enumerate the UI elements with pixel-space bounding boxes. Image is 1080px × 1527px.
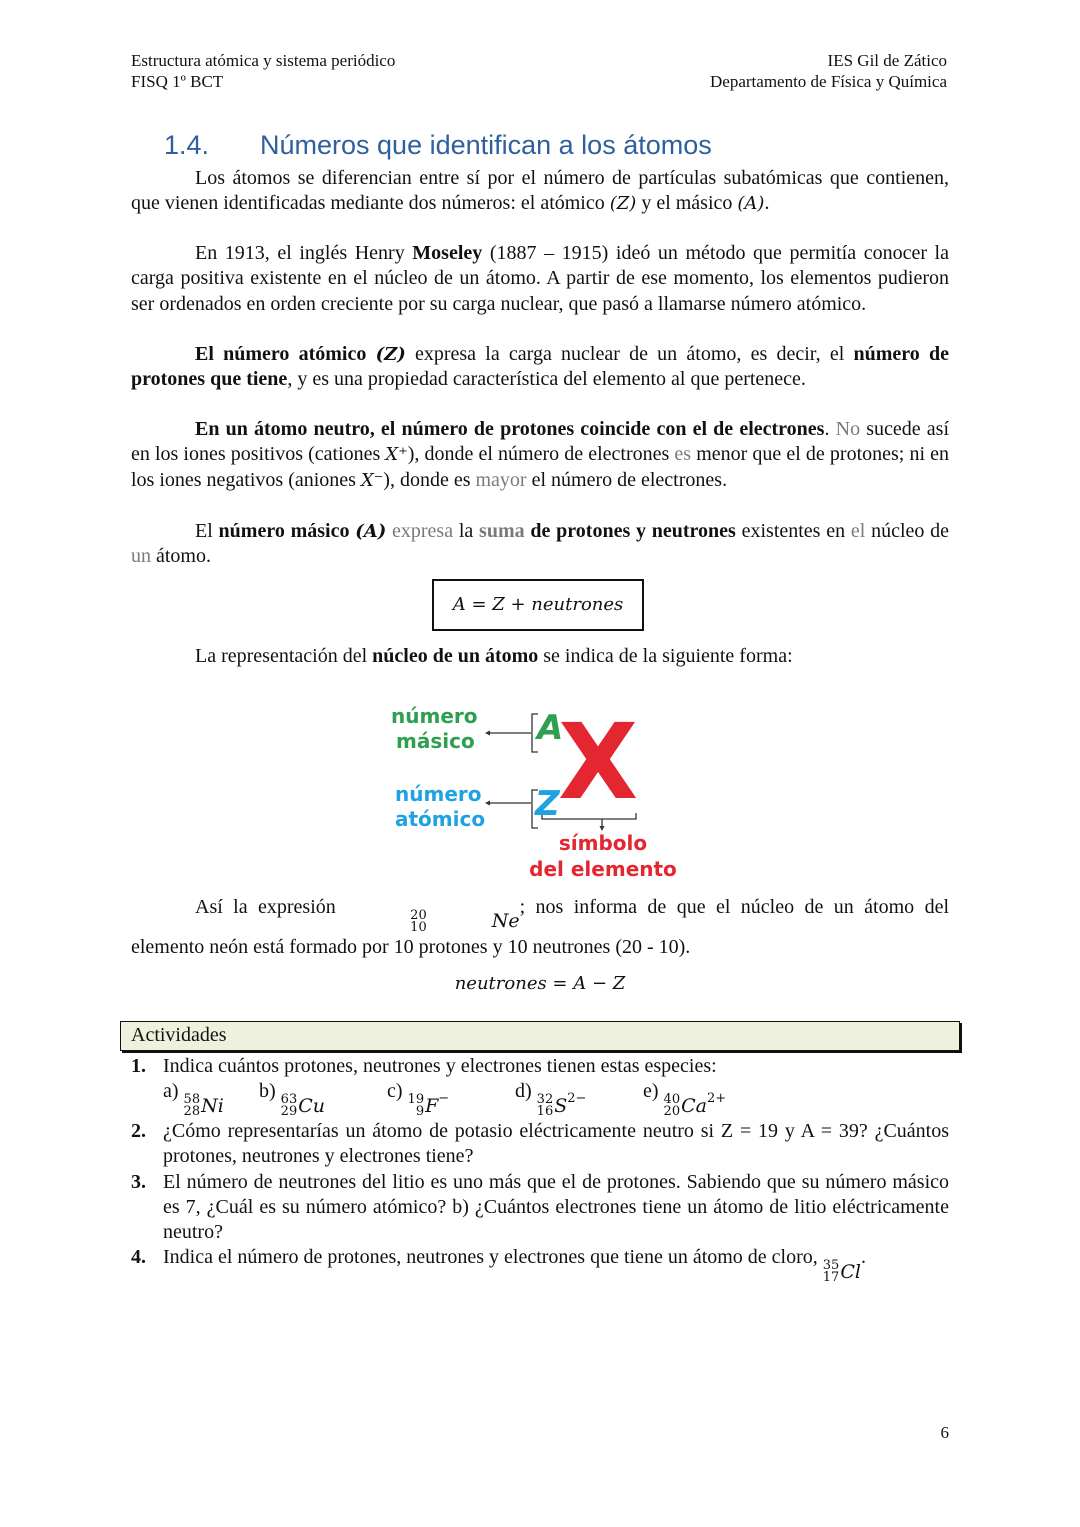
page-number: 6 [940,1423,949,1442]
paragraph-atomic-number: El número atómico (Z) expresa la carga nuclear de un átomo, es decir, el número de protones que tiene, y es una propiedad característica del elemento al que pertenece. [131,343,949,391]
paragraph-intro: Los átomos se diferencian entre sí por el número de partículas subatómicas que contienen, que vienen identificadas mediante dos números: el atómico (Z) y el másico (A). [131,167,949,215]
nuclide: 40 20 Ca 2+ [663,1090,727,1120]
species-option: e) 40 20 Ca 2+ [643,1080,727,1120]
species-option: c) 19 9 F − [387,1080,450,1120]
nuclide: 35 17 Cl [822,1258,861,1286]
header-left: Estructura atómica y sistema periódico FISQ 1º BCT [131,51,396,91]
activity-item: 1. Indica cuántos protones, neutrones y electrones tienen estas especies: a) 58 28 Ni b) 63 29 Cu c) 19 9 F − d) 32 16 S 2− e) 40 20 Ca 2+ [131,1054,949,1119]
header-right: IES Gil de Zático Departamento de Física y Química [710,51,947,91]
nuclide: 63 29 Cu [280,1092,325,1120]
paragraph-moseley: En 1913, el inglés Henry Moseley (1887 – 1915) ideó un método que permitía conocer la carga positiva existente en el núcleo de un átomo. A partir de ese momento, los elementos pudieron ser ordenados en orden creciente por su carga nuclear, que pasó a llamarse número atómico. [131,242,949,315]
nuclide-neon: 20 10 Ne [410,908,520,935]
paragraph-ions: En un átomo neutro, el número de protones coincide con el de electrones. No sucede así en los iones positivos (cationes X⁺), donde el número de electrones es menor que el de protones; ni en los iones negativos (aniones X⁻), donde es mayor el número de electrones. [131,418,950,491]
activities-header: Actividades [120,1021,960,1051]
paragraph-representation: La representación del núcleo de un átomo se indica de la siguiente forma: [195,645,793,667]
activity-item: 3. El número de neutrones del litio es uno más que el de protones. Sabiendo que su número másico es 7, ¿Cuál es su número atómico? b) ¿Cuántos electrones tiene un átomo de litio eléctricamente neutro? [131,1170,949,1244]
activity-item: 4. Indica el número de protones, neutrones y electrones que tiene un átomo de cloro, 35 17 Cl . [131,1246,866,1286]
activities-list [131,1054,949,1285]
species-option: d) 32 16 S 2− [515,1080,587,1120]
atomic-number-label: número atómico [395,782,486,831]
section-heading: 1.4. Números que identifican a los átomos [164,130,712,160]
species-options [163,1079,949,1119]
nuclide: 58 28 Ni [183,1092,224,1120]
species-option: a) 58 28 Ni [163,1080,224,1120]
paragraph-mass-number: El número másico (A) expresa la suma de protones y neutrones existentes en el núcleo de un átomo. [131,520,950,568]
formula-neutrons: neutrones = A − Z [454,973,626,994]
activity-item: 2. ¿Cómo representarías un átomo de potasio eléctricamente neutro si Z = 19 y A = 39? ¿Cuántos protones, neutrones y electrones tiene? [131,1119,949,1168]
mass-number-symbol: A [537,708,564,748]
mass-number-label: número másico [391,704,478,753]
atomic-number-symbol: Z [535,784,560,824]
nuclide: 32 16 S 2− [536,1090,587,1120]
species-option: b) 63 29 Cu [259,1080,325,1120]
nuclide: 19 9 F − [407,1090,450,1120]
nuclide-notation-diagram [388,700,688,885]
paragraph-neon-example: Así la expresión 20 10 Ne ; nos informa de que el núcleo de un átomo del elemento neón está formado por 10 protones y 10 neutrones (20 - 10). [131,896,949,958]
element-symbol: X [558,701,639,823]
element-symbol-label: símbolo del elemento [529,831,677,881]
formula-mass-number: A = Z + neutrones [432,579,644,631]
